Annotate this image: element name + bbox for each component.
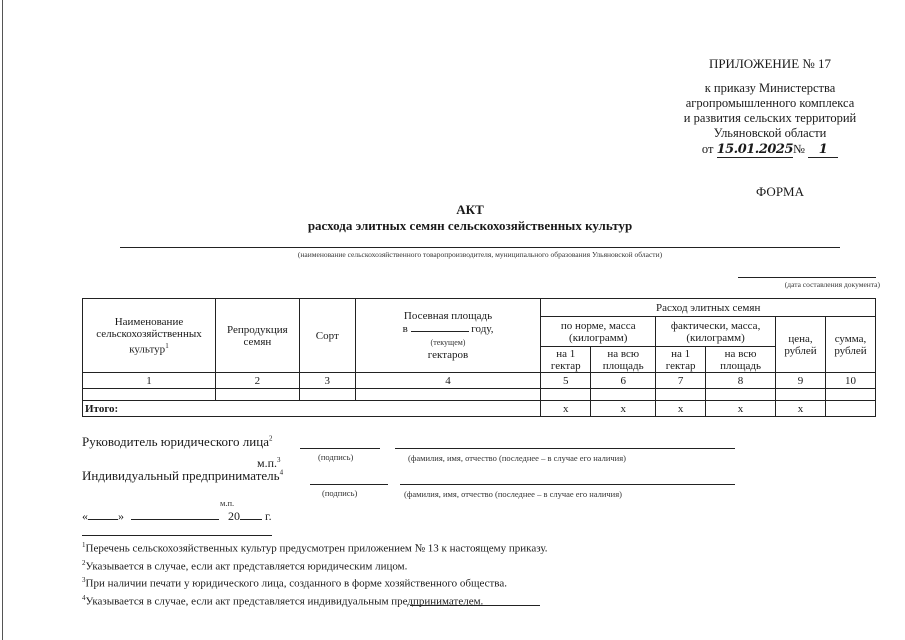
- stamp-mp-sup: 3: [277, 456, 281, 464]
- entrepreneur-sign-caption: (подпись): [322, 488, 358, 498]
- appendix-line-2: агропромышленного комплекса: [685, 96, 855, 110]
- empty-cell: [656, 389, 706, 401]
- col-number-4: 4: [355, 373, 541, 389]
- head-label-sup: 2: [268, 434, 273, 443]
- header-area-hectares: гектаров: [427, 348, 469, 361]
- col-number-1: 1: [83, 373, 216, 389]
- from-prefix: от: [701, 142, 714, 156]
- number-prefix: №: [793, 142, 805, 156]
- footnote-2: [82, 556, 782, 574]
- scan-edge: [2, 0, 3, 640]
- header-culture: [83, 299, 216, 373]
- date-close-quote: »: [118, 509, 124, 523]
- header-area-year: году,: [471, 322, 494, 335]
- col-number-5: 5: [541, 373, 591, 389]
- total-row: [83, 401, 876, 417]
- appendix-line-4: Ульяновской области: [713, 126, 827, 140]
- header-area-line-1: Посевная площадь: [403, 309, 493, 322]
- closing-line: [410, 605, 540, 606]
- date-day-blank: [88, 519, 118, 520]
- footnote-2-sup: 2: [82, 558, 86, 567]
- entrepreneur-label: [82, 468, 283, 484]
- title-subtitle: расхода элитных семян сельскохозяйственных культур: [307, 218, 633, 233]
- doc-date-line: [738, 277, 876, 278]
- appendix-line-3: и развития сельских территорий: [683, 111, 857, 125]
- total-mark-6: х: [591, 401, 656, 417]
- date-month-blank: [131, 519, 219, 520]
- stamp-mp-text: м.п.: [257, 456, 278, 470]
- document-title: [200, 202, 740, 234]
- entrepreneur-name-caption: (фамилия, имя, отчество (последнее – в случае его наличия): [404, 489, 622, 499]
- col-number-9: 9: [776, 373, 826, 389]
- header-area: [355, 299, 541, 373]
- empty-cell: [83, 389, 216, 401]
- head-sign-line: [300, 448, 380, 449]
- entrepreneur-name-line: [400, 484, 735, 485]
- empty-cell: [706, 389, 776, 401]
- head-label-text: Руководитель юридического лица: [82, 434, 269, 449]
- header-sum: сумма, рублей: [825, 317, 875, 373]
- form-label: ФОРМА: [756, 184, 804, 199]
- header-sort: Сорт: [299, 299, 355, 373]
- header-price: цена, рублей: [776, 317, 826, 373]
- order-date-line: [650, 142, 890, 158]
- total-label: Итого:: [83, 401, 541, 417]
- header-culture-text: Наименование сельскохозяйственных культур: [96, 315, 202, 356]
- col-number-3: 3: [299, 373, 355, 389]
- title-act: АКТ: [456, 202, 484, 217]
- header-culture-sup: 1: [165, 341, 169, 350]
- empty-cell: [355, 389, 541, 401]
- footnote-1: [82, 538, 782, 556]
- empty-cell: [299, 389, 355, 401]
- header-norm-total: на всю площадь: [591, 347, 656, 373]
- header-norm: по норме, масса (килограмм): [541, 317, 656, 347]
- empty-cell: [776, 389, 826, 401]
- footnote-3: [82, 573, 782, 591]
- empty-cell: [541, 389, 591, 401]
- empty-cell: [215, 389, 299, 401]
- footnote-3-sup: 3: [82, 576, 86, 585]
- date-year-suffix: г.: [265, 509, 272, 523]
- head-sign-caption: (подпись): [318, 452, 354, 462]
- head-name-caption: (фамилия, имя, отчество (последнее – в случае его наличия): [408, 453, 626, 463]
- head-name-line: [395, 448, 735, 449]
- producer-caption: (наименование сельскохозяйственного товаропроизводителя, муниципального образования Ульяновской области): [297, 250, 663, 259]
- appendix-line-1: к приказу Министерства: [704, 81, 836, 95]
- stamp-mp-2: м.п.: [220, 498, 235, 508]
- footnote-1-sup: 1: [82, 541, 86, 549]
- header-fact-per-ha: на 1 гектар: [656, 347, 706, 373]
- appendix-header: [650, 56, 890, 158]
- empty-cell: [825, 389, 875, 401]
- col-number-2: 2: [215, 373, 299, 389]
- seed-expense-table: [82, 298, 876, 417]
- entrepreneur-label-text: Индивидуальный предприниматель: [82, 468, 280, 483]
- head-label: [82, 434, 272, 450]
- header-norm-per-ha: на 1 гектар: [541, 347, 591, 373]
- header-area-current: (текущем): [430, 337, 466, 347]
- col-number-10: 10: [825, 373, 875, 389]
- date-open-quote: «: [82, 509, 88, 523]
- total-mark-7: х: [656, 401, 706, 417]
- header-fact: фактически, масса, (килограмм): [656, 317, 776, 347]
- total-mark-8: х: [706, 401, 776, 417]
- empty-cell: [825, 401, 875, 417]
- header-repro: Репродукция семян: [215, 299, 299, 373]
- header-expense: Расход элитных семян: [541, 299, 876, 317]
- col-number-7: 7: [656, 373, 706, 389]
- total-mark-5: х: [541, 401, 591, 417]
- table-row: [83, 373, 876, 389]
- footnotes: [82, 538, 782, 609]
- appendix-number: ПРИЛОЖЕНИЕ № 17: [708, 56, 832, 71]
- producer-line: [120, 247, 840, 248]
- header-fact-total: на всю площадь: [706, 347, 776, 373]
- col-number-8: 8: [706, 373, 776, 389]
- date-year-prefix: 20: [228, 509, 240, 523]
- header-area-year-blank: [411, 331, 469, 332]
- entrepreneur-sign-line: [310, 484, 388, 485]
- footnote-3-text: При наличии печати у юридического лица, созданного в форме хозяйственного общества.: [85, 577, 507, 590]
- footnote-4-sup: 4: [82, 593, 86, 602]
- footnote-2-text: Указывается в случае, если акт представляется юридическим лицом.: [85, 560, 408, 573]
- date-line: [82, 509, 272, 524]
- date-year-blank: [240, 519, 262, 520]
- footnote-1-text: Перечень сельскохозяйственных культур предусмотрен приложением № 13 к настоящему приказу.: [85, 542, 548, 555]
- total-mark-9: х: [776, 401, 826, 417]
- order-date-handwritten: 15.01.2025: [716, 142, 794, 157]
- footnote-4-text: Указывается в случае, если акт представляется индивидуальным предпринимателем.: [85, 595, 484, 608]
- order-number-handwritten: 1: [808, 142, 838, 158]
- doc-date-caption: (дата составления документа): [784, 280, 880, 289]
- table-row: [83, 389, 876, 401]
- header-area-line-2: [358, 323, 539, 336]
- entrepreneur-label-sup: 4: [279, 468, 284, 477]
- header-area-in: в: [402, 322, 408, 335]
- col-number-6: 6: [591, 373, 656, 389]
- footnote-separator: [82, 535, 272, 536]
- empty-cell: [591, 389, 656, 401]
